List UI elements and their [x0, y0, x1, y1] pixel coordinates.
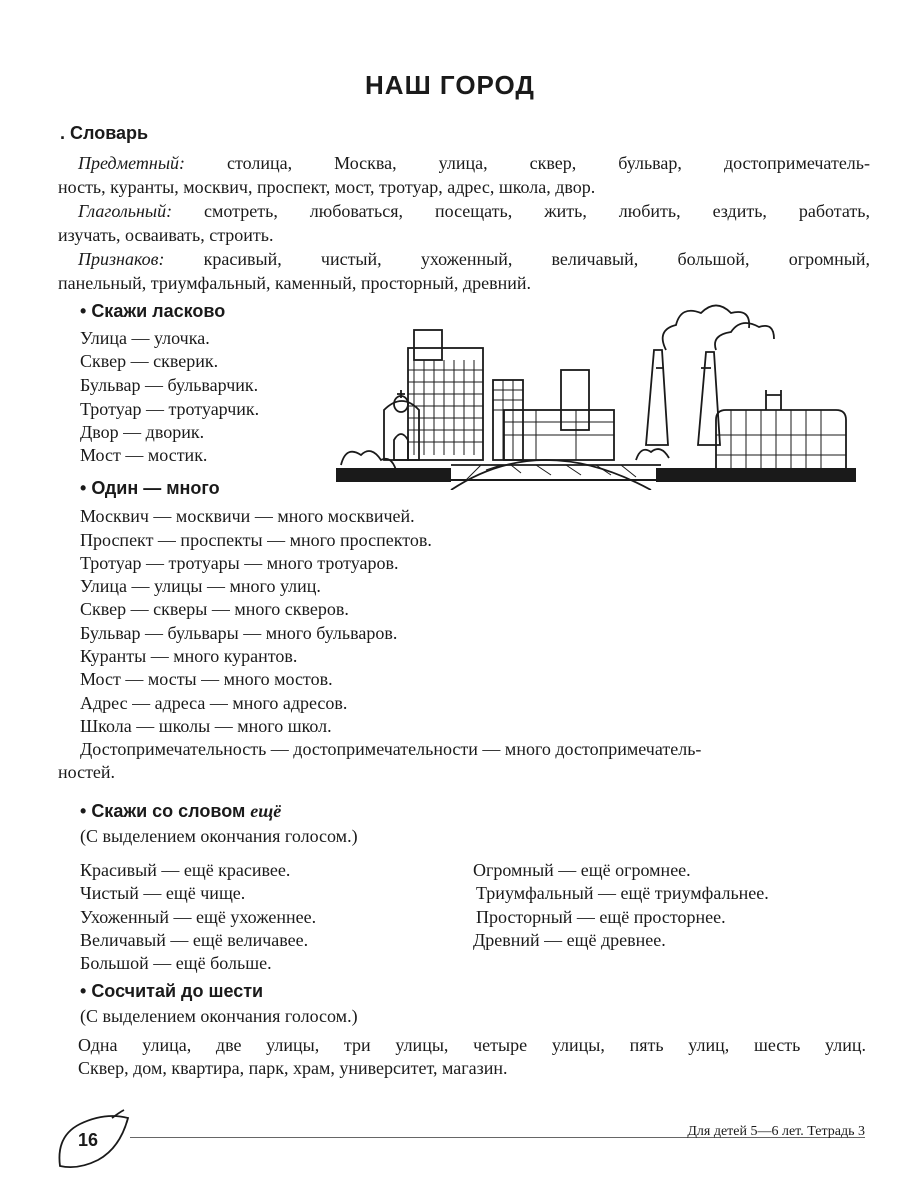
say-more-note: (С выделением окончания голосом.) [80, 826, 358, 846]
list-item: Ухоженный — ещё ухоженнее. [80, 907, 317, 927]
list-item: ностей. [58, 762, 116, 782]
list-item: Достопримечательность — достопримечательности — много достопримечатель- [80, 739, 702, 759]
count-heading: • Сосчитай до шести [80, 980, 263, 1002]
verb-words-1: смотреть, любоваться, посещать, жить, любить, ездить, работать, [172, 201, 870, 221]
list-item: Проспект — проспекты — много проспектов. [80, 530, 432, 550]
list-item: Улица — улочка. [80, 328, 210, 348]
vocab-subject-line1 [78, 152, 870, 174]
attr-label: Признаков: [78, 249, 165, 269]
list-item: Тротуар — тротуарчик. [80, 399, 260, 419]
list-item: Просторный — ещё просторнее. [476, 907, 726, 927]
list-item: Огромный — ещё огромнее. [473, 860, 691, 880]
attr-words-1: красивый, чистый, ухоженный, величавый, большой, огромный, [164, 249, 870, 269]
vocab-verb-line1 [78, 200, 870, 222]
count-line1: Одна улица, две улицы, три улицы, четыре улицы, пять улиц, шесть улиц. [78, 1035, 866, 1055]
list-item: Мост — мостик. [80, 445, 208, 465]
list-item: Куранты — много курантов. [80, 646, 298, 666]
subject-words-1: столица, Москва, улица, сквер, бульвар, достопримечатель- [185, 153, 870, 173]
list-item: Величавый — ещё величавее. [80, 930, 309, 950]
list-item: Сквер — скверик. [80, 351, 219, 371]
say-tenderly-heading: • Скажи ласково [80, 300, 225, 322]
say-more-heading-em: ещё [250, 801, 282, 821]
page-title: НАШ ГОРОД [365, 70, 535, 100]
list-item: Улица — улицы — много улиц. [80, 576, 321, 596]
list-item: Древний — ещё древнее. [473, 930, 666, 950]
vocab-subject-line2: ность, куранты, москвич, проспект, мост, тротуар, адрес, школа, двор. [58, 177, 596, 197]
list-item: Тротуар — тротуары — много тротуаров. [80, 553, 399, 573]
footer-caption: Для детей 5—6 лет. Тетрадь 3 [687, 1124, 865, 1139]
list-item: Бульвар — бульварчик. [80, 375, 259, 395]
city-illustration [336, 290, 856, 490]
list-item: Сквер — скверы — много скверов. [80, 599, 349, 619]
list-item: Бульвар — бульвары — много бульваров. [80, 623, 398, 643]
verb-label: Глагольный: [78, 201, 173, 221]
one-many-heading: • Один — много [80, 477, 220, 499]
vocab-attr-line1 [78, 248, 870, 270]
vocabulary-heading: . Словарь [60, 123, 149, 143]
list-item: Триумфальный — ещё триумфальнее. [476, 883, 769, 903]
count-line2: Сквер, дом, квартира, парк, храм, университет, магазин. [78, 1058, 508, 1078]
list-item: Чистый — ещё чище. [80, 883, 246, 903]
list-item: Двор — дворик. [80, 422, 205, 442]
say-more-heading: • Скажи со словом ещё [80, 801, 282, 821]
list-item: Мост — мосты — много мостов. [80, 669, 333, 689]
vocabulary-heading-text: Словарь [70, 123, 149, 143]
vocab-verb-line2: изучать, осваивать, строить. [58, 225, 274, 245]
list-item: Адрес — адреса — много адресов. [80, 693, 348, 713]
page-number: 16 [78, 1130, 99, 1150]
list-item: Москвич — москвичи — много москвичей. [80, 506, 415, 526]
vocab-attr-line2: панельный, триумфальный, каменный, просторный, древний. [58, 273, 531, 293]
list-item: Большой — ещё больше. [80, 953, 272, 973]
subject-label: Предметный: [78, 153, 185, 173]
list-item: Школа — школы — много школ. [80, 716, 332, 736]
say-more-heading-text: Скажи со словом [91, 801, 251, 821]
list-item: Красивый — ещё красивее. [80, 860, 291, 880]
count-note: (С выделением окончания голосом.) [80, 1006, 358, 1026]
